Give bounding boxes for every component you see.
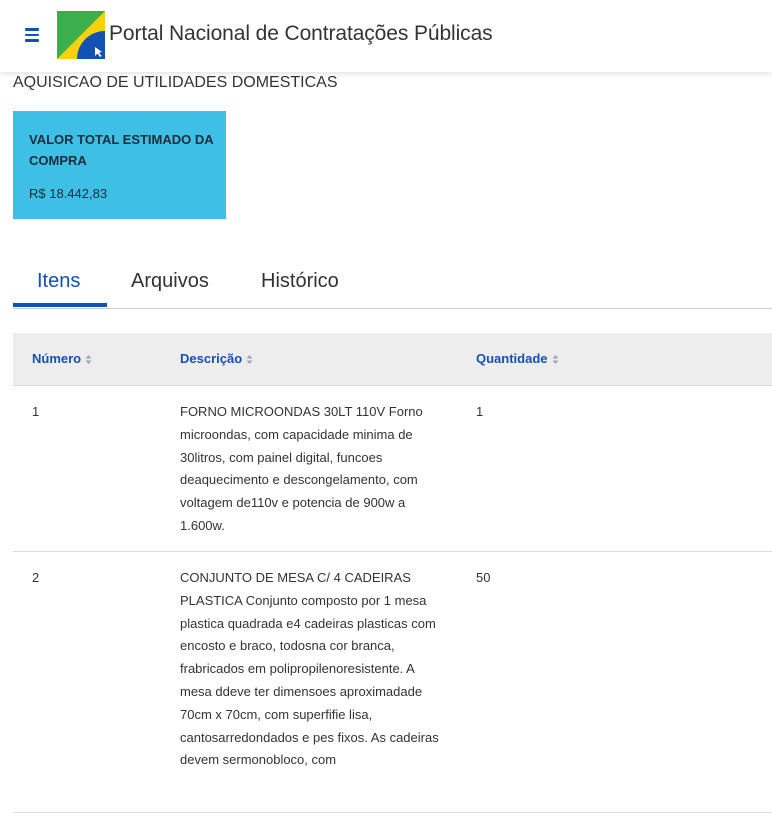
cell-descricao: FORNO MICROONDAS 30LT 110V Forno microondas, com capacidade minima de 30litros, com painel digital, funcoes deaquecimento e descongelamento, com voltagem de110v e potencia de 900w a 1.600w. — [180, 404, 423, 533]
tab-bar — [13, 258, 772, 309]
purchase-subject: AQUISICAO DE UTILIDADES DOMESTICAS — [13, 74, 338, 91]
column-header-label: Quantidade — [476, 351, 548, 366]
sort-icon — [85, 354, 92, 365]
estimated-value-amount: R$ 18.442,83 — [29, 186, 108, 201]
hamburger-menu-icon[interactable] — [25, 28, 40, 42]
estimated-value-label: VALOR TOTAL ESTIMADO DA COMPRA — [29, 132, 214, 168]
column-header-numero[interactable] — [32, 351, 92, 366]
table-row[interactable] — [13, 386, 772, 552]
table-row[interactable] — [13, 552, 772, 813]
active-tab-indicator — [13, 303, 107, 307]
items-table — [13, 333, 772, 813]
cell-descricao: CONJUNTO DE MESA C/ 4 CADEIRAS PLASTICA Conjunto composto por 1 mesa plastica quadrada e4 cadeiras plasticas com encosto e braco, todosna cor branca, frabricados em polipropilenoresistente. A mesa ddeve ter dimensoes aproximadade 70cm x 70cm, com superfifie lisa, cantosarredondados e pes fixos. As cadeiras devem sermonobloco, com — [180, 570, 439, 768]
column-header-label: Número — [32, 351, 82, 366]
top-header — [0, 0, 772, 72]
column-header-quantidade[interactable] — [476, 351, 559, 366]
column-header-label: Descrição — [180, 351, 243, 366]
cell-numero: 1 — [32, 404, 40, 419]
tab-itens[interactable]: Itens — [37, 270, 81, 292]
sort-icon — [246, 354, 253, 365]
cell-numero: 2 — [32, 570, 40, 585]
site-title[interactable]: Portal Nacional de Contratações Públicas — [109, 22, 493, 45]
table-header — [13, 333, 772, 386]
cell-quantidade: 1 — [476, 404, 484, 419]
column-header-descricao[interactable] — [180, 351, 253, 366]
pncp-logo-icon[interactable] — [57, 11, 105, 59]
sort-icon — [552, 354, 559, 365]
cell-quantidade: 50 — [476, 570, 491, 585]
tab-arquivos[interactable]: Arquivos — [131, 270, 209, 292]
estimated-value-card — [13, 111, 226, 219]
tab-historico[interactable]: Histórico — [261, 270, 339, 292]
